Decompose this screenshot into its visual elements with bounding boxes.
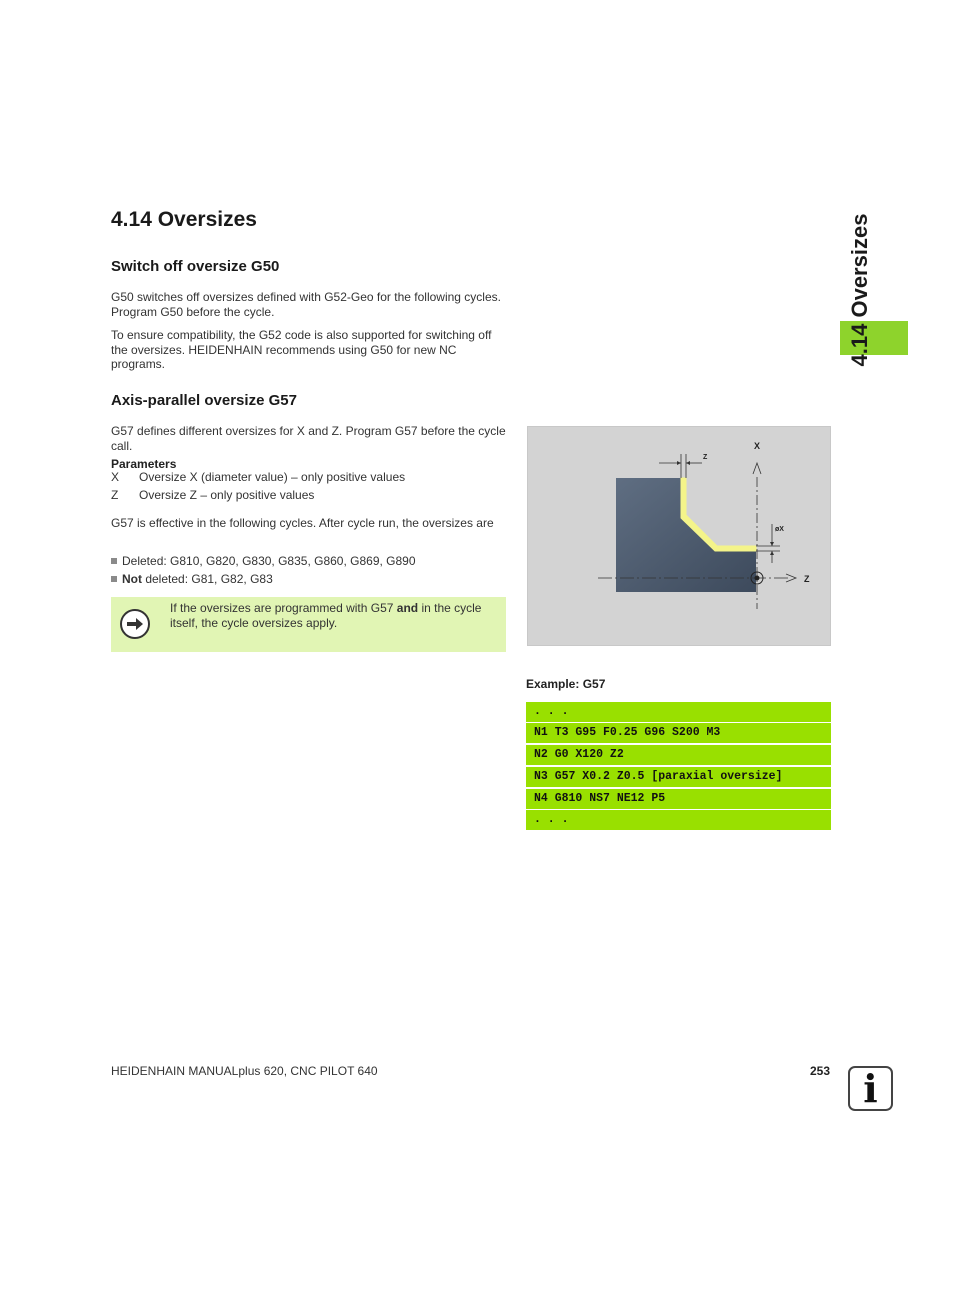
dz-label: Z: [703, 454, 708, 461]
parameter-x: [111, 470, 405, 484]
footer-text: HEIDENHAIN MANUALplus 620, CNC PILOT 640: [111, 1064, 378, 1078]
parameter-key: Z: [111, 488, 119, 502]
arrow-right-icon: [120, 609, 150, 639]
list-item: Not deleted: G81, G82, G83: [111, 572, 273, 586]
paragraph-g57-1: G57 defines different oversizes for X and Z. Program G57 before the cycle call.: [111, 424, 506, 453]
paragraph-g57-2: G57 is effective in the following cycles. After cycle run, the oversizes are: [111, 516, 494, 530]
info-icon: i: [848, 1066, 893, 1111]
page-number: 253: [809, 1064, 830, 1078]
code-line: . . .: [526, 810, 831, 830]
x-axis-label: X: [754, 441, 761, 451]
paragraph-g50-2: To ensure compatibility, the G52 code is also supported for switching off the oversizes. HEIDENHAIN recommends using G50 for new NC programs.: [111, 328, 492, 372]
section-title-g57: Axis-parallel oversize G57: [111, 392, 297, 409]
code-line: N1 T3 G95 F0.25 G96 S200 M3: [526, 723, 831, 743]
paragraph-g50-1: G50 switches off oversizes defined with G52-Geo for the following cycles. Program G50 before the cycle.: [111, 290, 501, 319]
code-line: N2 G0 X120 Z2: [526, 745, 831, 765]
code-line: N4 G810 NS7 NE12 P5: [526, 789, 831, 809]
bullet-square-icon: [111, 558, 117, 564]
parameter-key: X: [111, 470, 120, 484]
parameter-desc: Oversize Z – only positive values: [139, 488, 315, 502]
side-tab-title: 4.14 Oversizes: [847, 213, 872, 367]
note-box: [111, 597, 506, 652]
page-title: 4.14 Oversizes: [111, 208, 257, 231]
code-line: N3 G57 X0.2 Z0.5 [paraxial oversize]: [526, 767, 831, 787]
parameter-z: [111, 488, 314, 502]
section-title-g50: Switch off oversize G50: [111, 258, 280, 275]
bullet-square-icon: [111, 576, 117, 582]
note-text: If the oversizes are programmed with G57 and in the cycle itself, the cycle oversizes apply.: [170, 601, 482, 630]
parameter-desc: Oversize X (diameter value) – only positive values: [139, 470, 406, 484]
parameters-heading: Parameters: [111, 457, 177, 471]
list-item: Deleted: G810, G820, G830, G835, G860, G869, G890: [111, 554, 416, 568]
code-line: . . .: [526, 702, 831, 722]
z-axis-label: Z: [804, 574, 810, 584]
dx-label: øX: [775, 526, 784, 533]
example-title: Example: G57: [526, 677, 606, 691]
oversize-diagram: [527, 426, 831, 646]
